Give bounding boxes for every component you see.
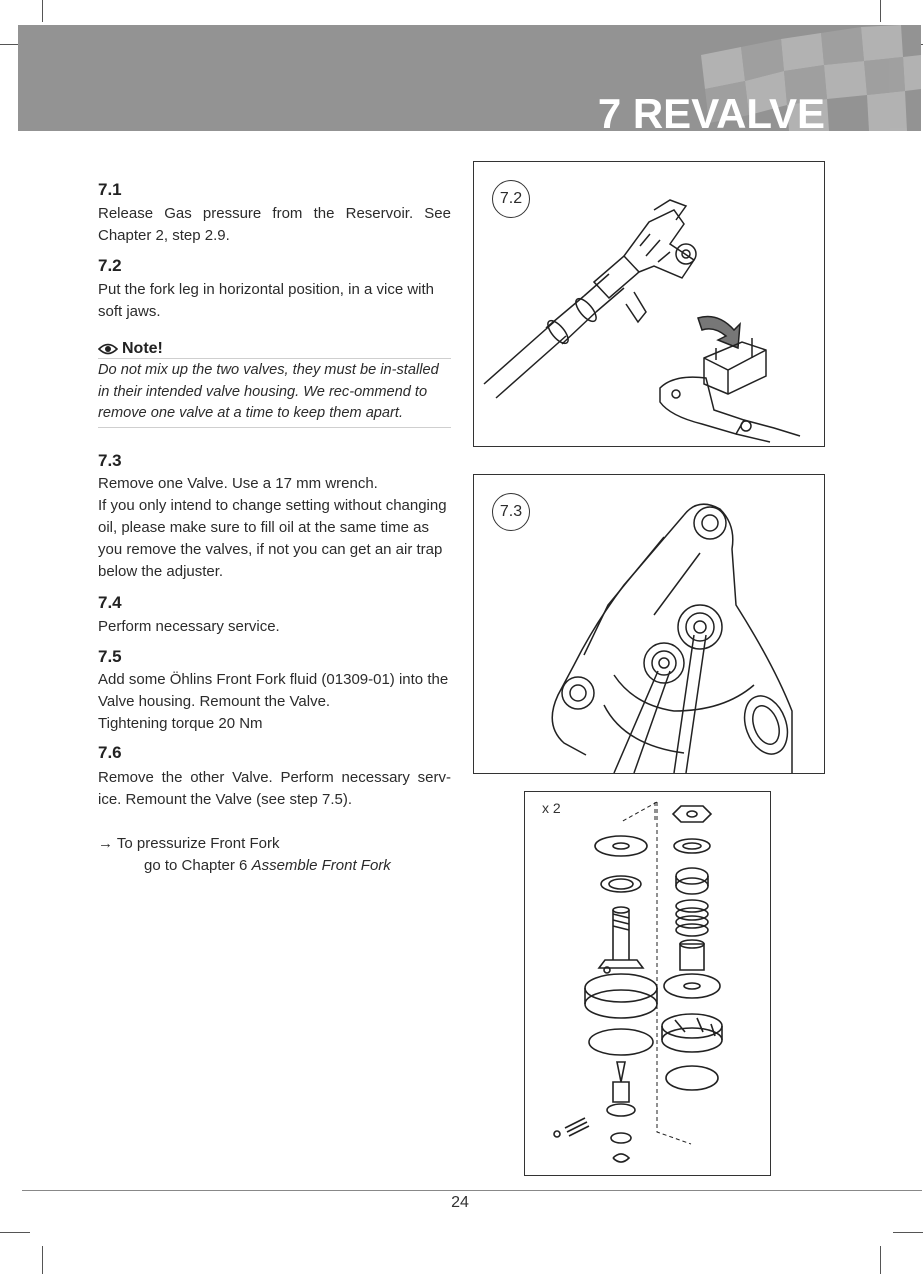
figure-label: 7.3 [492,493,530,531]
cross-reference-line [98,833,451,855]
valve-parts-exploded-illustration [525,792,770,1175]
figure-label: 7.2 [492,180,530,218]
step-text: Add some Öhlins Front Fork fluid (01309-01) into the Valve housing. Remount the Valve. [98,671,449,710]
step-heading: 7.4 [98,593,122,612]
arrow-icon: → [98,835,113,852]
step-text: Put the fork leg in horizontal position, in a vice with soft jaws. [98,281,435,320]
footer-divider [22,1190,922,1191]
step-text: Perform necessary service. [98,618,280,635]
cross-reference-target [144,855,444,877]
exploded-view-figure [524,791,771,1176]
note-header [98,340,451,359]
crop-mark [0,1232,30,1233]
step-text: Tightening torque 20 Nm [98,715,263,732]
step-text: If you only intend to change setting without changing oil, please make sure to fill oil at the same time as you remove the valves, if not you can get an air trap below the adjuster. [98,497,447,580]
page-number: 24 [451,1194,469,1211]
valve-housing-illustration [474,475,824,773]
figure-7-2 [473,161,825,447]
step-heading: 7.3 [98,451,122,470]
step-text: Remove the other Valve. Perform necessary serv-ice. Remount the Valve (see step 7.5). [98,769,451,808]
note-label: Note! [122,340,163,357]
crop-mark [893,1232,923,1233]
step-heading: 7.5 [98,647,122,666]
cross-reference-chapter-title: Assemble Front Fork [251,857,391,874]
cross-reference-prefix: go to Chapter 6 [144,857,252,874]
step-heading: 7.6 [98,743,122,762]
fork-in-vice-illustration [474,162,824,446]
chapter-header [18,25,921,131]
quantity-label: x 2 [542,800,561,816]
step-text: Release Gas pressure from the Reservoir. See Chapter 2, step 2.9. [98,205,451,244]
step-heading: 7.1 [98,180,122,199]
crop-mark [42,0,43,22]
cross-reference-text: To pressurize Front Fork [116,835,280,852]
figure-7-3 [473,474,825,774]
crop-mark [880,0,881,22]
step-heading: 7.2 [98,256,122,275]
eye-icon [98,343,118,355]
crop-mark [880,1246,881,1274]
note-text: Do not mix up the two valves, they must be in-stalled in their intended valve housing. We rec-ommend to remove one valve at a time to keep them apart. [98,360,451,428]
crop-mark [42,1246,43,1274]
chapter-title: 7 REVALVE [597,90,825,131]
step-text: Remove one Valve. Use a 17 mm wrench. [98,475,378,492]
